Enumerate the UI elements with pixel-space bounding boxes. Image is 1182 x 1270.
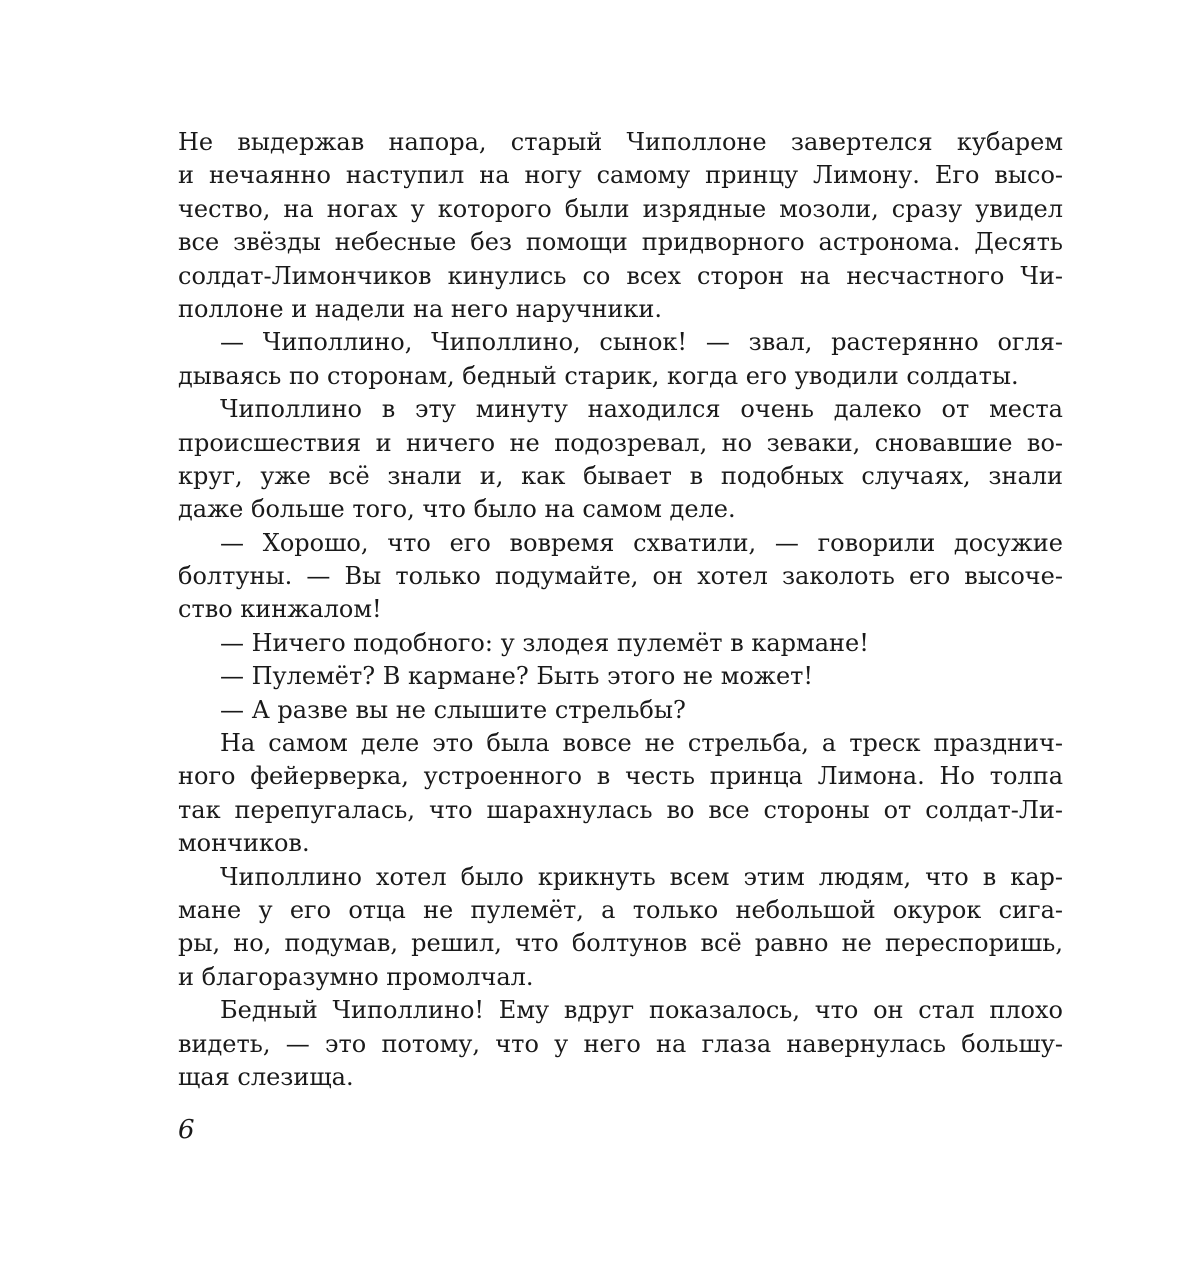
text-line: — Чиполлино, Чиполлино, сынок! — звал, растерянно огля- — [220, 328, 1063, 357]
text-line: — Пулемёт? В кармане? Быть этого не может! — [220, 662, 814, 691]
text-line: так перепугалась, что шарахнулась во все стороны от солдат-Ли- — [178, 795, 1063, 824]
text-line: ного фейерверка, устроенного в честь принца Лимона. Но толпа — [178, 762, 1063, 791]
text-line: солдат-Лимончиков кинулись со всех сторон на несчастного Чи- — [178, 261, 1063, 290]
text-line: болтуны. — Вы только подумайте, он хотел заколоть его высоче- — [178, 562, 1063, 591]
text-line: Не выдержав напора, старый Чиполлоне завертелся кубарем — [178, 128, 1063, 156]
body-text — [178, 126, 1063, 1094]
text-line: щая слезища. — [178, 1062, 354, 1091]
text-line: Чиполлино хотел было крикнуть всем этим людям, что в кар- — [220, 862, 1063, 891]
page-number: 6 — [178, 1115, 195, 1145]
text-line: Бедный Чиполлино! Ему вдруг показалось, что он стал плохо — [220, 996, 1063, 1025]
text-line: и нечаянно наступил на ногу самому принцу Лимону. Его высо- — [178, 161, 1063, 190]
text-line: — Хорошо, что его вовремя схватили, — говорили досужие — [220, 528, 1063, 557]
text-line: круг, уже всё знали и, как бывает в подобных случаях, знали — [178, 461, 1063, 490]
text-line: происшествия и ничего не подозревал, но зеваки, сновавшие во- — [178, 428, 1063, 457]
text-line: мончиков. — [178, 829, 310, 858]
text-line: ство кинжалом! — [178, 595, 382, 624]
text-line: мане у его отца не пулемёт, а только небольшой окурок сига- — [178, 895, 1063, 924]
text-line: все звёзды небесные без помощи придворного астронома. Десять — [178, 228, 1063, 257]
text-line: видеть, — это потому, что у него на глаза навернулась большу- — [178, 1029, 1063, 1058]
text-line: дываясь по сторонам, бедный старик, когда его уводили солдаты. — [178, 361, 1019, 390]
text-line: и благоразумно промолчал. — [178, 962, 534, 991]
text-line: На самом деле это была вовсе не стрельба, а треск празднич- — [220, 729, 1063, 758]
text-line: даже больше того, что было на самом деле. — [178, 495, 736, 524]
text-line: Чиполлино в эту минуту находился очень далеко от места — [220, 395, 1063, 424]
text-line: чество, на ногах у которого были изрядные мозоли, сразу увидел — [178, 194, 1063, 223]
text-line: — А разве вы не слышите стрельбы? — [220, 695, 686, 724]
text-line: ры, но, подумав, решил, что болтунов всё равно не переспоришь, — [178, 929, 1063, 958]
text-line: поллоне и надели на него наручники. — [178, 294, 663, 323]
text-line: — Ничего подобного: у злодея пулемёт в кармане! — [220, 628, 869, 657]
